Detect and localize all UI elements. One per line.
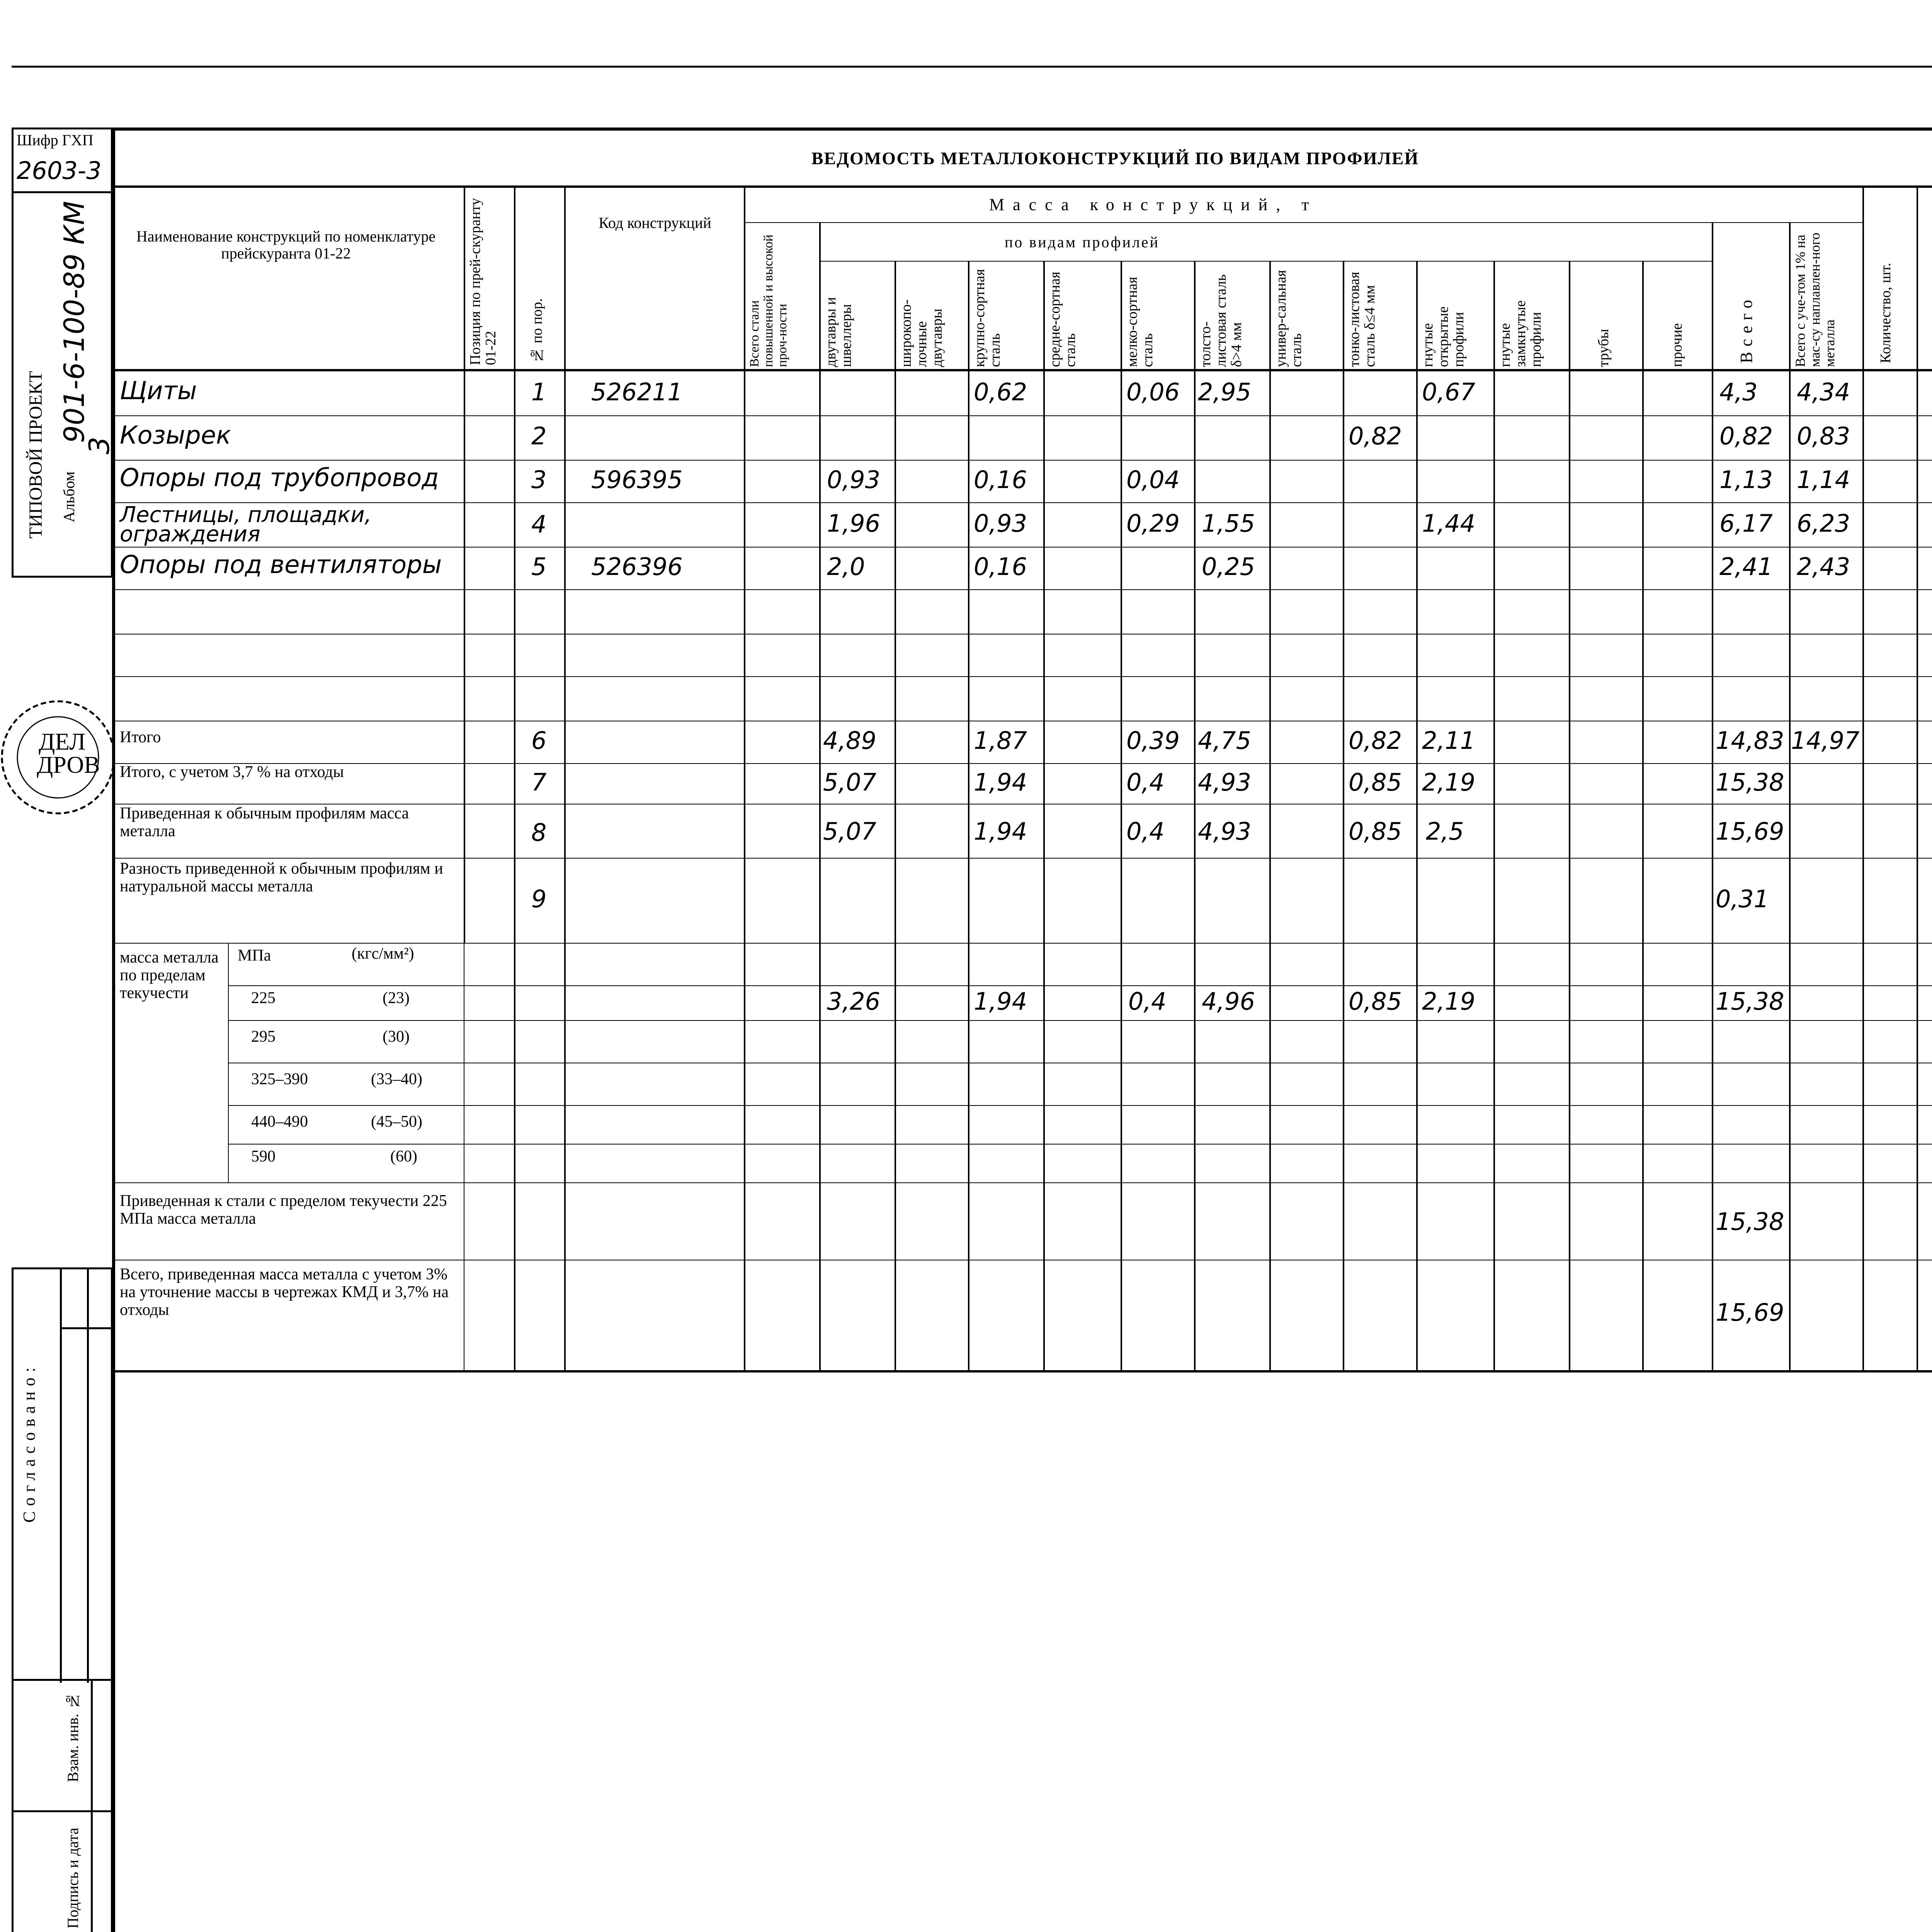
row-name: Козырек	[120, 421, 231, 450]
row-tolsto: 2,95	[1198, 378, 1252, 406]
summary-melko: 0,4	[1126, 768, 1165, 796]
header-name: Наименование конструкций по номенклатуре прейскуранта 01-22	[136, 228, 436, 262]
row-vsego: 1,13	[1719, 466, 1773, 494]
header-tonko: тонко-листовая сталь δ≤4 мм	[1346, 272, 1378, 367]
yield-unit-mpa: МПа	[238, 947, 271, 964]
header-tolsto: толсто-листовая сталь δ>4 мм	[1197, 274, 1245, 367]
row-name: Щиты	[120, 377, 197, 405]
yield-dvutavry: 3,26	[827, 987, 881, 1015]
approved-label: Согласовано:	[20, 1362, 39, 1523]
row-krupno: 0,62	[974, 378, 1027, 406]
row-vsego-weld: 0,83	[1797, 422, 1850, 450]
project-value: 901-6-100-89 КМ	[58, 201, 90, 443]
yield-melko: 0,4	[1128, 987, 1167, 1015]
yield-mpa: 225	[251, 989, 276, 1007]
header-kol: Количество, шт.	[1878, 263, 1894, 363]
row-krupno: 0,93	[974, 509, 1027, 537]
row-num: 3	[531, 466, 547, 494]
row-code: 526396	[591, 553, 683, 581]
yield-kgs: (45–50)	[371, 1113, 422, 1131]
header-wide-dvutavry: широкопо-лочные двутавры	[898, 299, 945, 367]
row-dvutavry: 0,93	[827, 466, 881, 494]
yield-tolsto: 4,96	[1202, 987, 1255, 1015]
summary-gnutye-open: 2,19	[1422, 768, 1476, 796]
row-tolsto: 0,25	[1202, 553, 1255, 581]
header-prochie: прочие	[1669, 323, 1685, 367]
summary-krupno: 1,87	[974, 726, 1027, 755]
row-dvutavry: 2,0	[827, 553, 865, 581]
summary-num: 7	[531, 768, 547, 796]
row-dvutavry: 1,96	[827, 509, 881, 537]
reduced-vsego: 15,38	[1716, 1208, 1784, 1236]
svg-text:ДРОВ: ДРОВ	[37, 752, 100, 778]
svg-text:ДЕЛ: ДЕЛ	[39, 729, 86, 755]
row-name: Лестницы, площадки,	[120, 502, 372, 527]
yield-kgs: (33–40)	[371, 1070, 422, 1088]
header-melko: мелко-сортная сталь	[1124, 277, 1156, 367]
title-block	[1700, 1824, 1932, 1932]
row-num: 2	[531, 422, 547, 450]
summary-melko: 0,39	[1126, 726, 1180, 755]
row-tolsto: 1,55	[1202, 509, 1255, 537]
total-vsego: 15,69	[1716, 1298, 1784, 1327]
row-vsego: 4,3	[1719, 378, 1758, 406]
yield-vsego: 15,38	[1716, 987, 1784, 1015]
header-dvutavry: двутавры и швеллеры	[823, 297, 854, 367]
summary-tolsto: 4,75	[1198, 726, 1252, 755]
inv-replace-label: Взам. инв. №	[64, 1692, 82, 1782]
row-vsego-weld: 4,34	[1797, 378, 1850, 406]
summary-label: Разность приведенной к обычным профилям и натуральной массы металла	[120, 860, 443, 895]
row-vsego: 2,41	[1719, 553, 1773, 581]
sign-date-label: Подпись и дата	[64, 1828, 82, 1929]
row-vsego: 0,82	[1719, 422, 1773, 450]
yield-krupno: 1,94	[974, 987, 1027, 1015]
yield-mpa: 295	[251, 1028, 276, 1046]
header-vsego: Всего	[1737, 294, 1756, 363]
summary-tonko: 0,85	[1349, 817, 1402, 845]
album-value: 3	[83, 437, 116, 454]
summary-vsego-weld: 14,97	[1791, 726, 1860, 755]
yield-kgs: (60)	[390, 1148, 417, 1165]
yield-kgs: (30)	[383, 1028, 410, 1046]
row-code: 596395	[591, 466, 683, 494]
page-title: ВЕДОМОСТЬ МЕТАЛЛОКОНСТРУКЦИЙ ПО ВИДАМ ПРОФИЛЕЙ	[811, 148, 1419, 168]
summary-dvutavry: 5,07	[823, 768, 877, 796]
summary-krupno: 1,94	[974, 817, 1027, 845]
summary-krupno: 1,94	[974, 768, 1027, 796]
code-value: 2603-3	[17, 156, 102, 185]
row-melko: 0,06	[1126, 378, 1180, 406]
header-position: Позиция по прей-скуранту 01-22	[467, 198, 499, 365]
yield-gnutye-open: 2,19	[1422, 987, 1476, 1015]
row-name: Опоры под трубопровод	[120, 464, 439, 492]
row-melko: 0,29	[1126, 509, 1180, 537]
header-gnutye-closed: гнутые замкнутые профили	[1497, 300, 1544, 367]
project-label: ТИПОВОЙ ПРОЕКТ	[26, 371, 46, 539]
header-vsego-weld: Всего с уче-том 1% на мас-су наплавлен-ного металла	[1793, 233, 1837, 367]
header-seria	[1922, 205, 1932, 239]
summary-vsego: 0,31	[1716, 885, 1769, 913]
yield-unit-kgs: (кгс/мм²)	[352, 945, 414, 963]
yield-mpa: 440–490	[251, 1113, 308, 1131]
row-num: 1	[531, 378, 547, 406]
summary-num: 9	[531, 885, 547, 913]
album-label: Альбом	[60, 471, 78, 522]
summary-dvutavry: 4,89	[823, 726, 877, 755]
row-krupno: 0,16	[974, 553, 1027, 581]
row-name: Опоры под вентиляторы	[120, 551, 442, 579]
summary-label: Приведенная к обычным профилям масса металла	[120, 804, 409, 840]
summary-gnutye-open: 2,5	[1426, 817, 1464, 845]
summary-label: Итого, с учетом 3,7 % на отходы	[120, 763, 344, 781]
yield-kgs: (23)	[383, 989, 410, 1007]
header-code: Код конструкций	[599, 214, 711, 231]
row-num: 5	[531, 553, 547, 581]
header-by-profile: по видам профилей	[1005, 233, 1160, 251]
summary-num: 6	[531, 726, 547, 755]
reduced-label: Приведенная к стали с пределом текучести 225 МПа масса металла	[120, 1192, 447, 1228]
row-vsego-weld: 6,23	[1797, 509, 1850, 537]
header-high-strength: Всего стали повышенной и высокой проч-ности	[747, 234, 789, 367]
summary-dvutavry: 5,07	[823, 817, 877, 845]
header-sredne: средне-сортная сталь	[1047, 271, 1078, 367]
row-tonko: 0,82	[1349, 422, 1402, 450]
row-vsego-weld: 1,14	[1797, 466, 1850, 494]
summary-label: Итого	[120, 728, 161, 746]
summary-melko: 0,4	[1126, 817, 1165, 845]
row-vsego: 6,17	[1719, 509, 1773, 537]
total-label: Всего, приведенная масса металла с учетом 3% на уточнение массы в чертежах КМД и 3,7% на отходы	[120, 1265, 449, 1319]
row-krupno: 0,16	[974, 466, 1027, 494]
row-melko: 0,04	[1126, 466, 1180, 494]
header-num: № по пор.	[529, 298, 545, 363]
summary-vsego: 15,38	[1716, 768, 1784, 796]
yield-tonko: 0,85	[1349, 987, 1402, 1015]
row-vsego-weld: 2,43	[1797, 553, 1850, 581]
row-gnutye-open: 0,67	[1422, 378, 1476, 406]
row-num: 4	[531, 510, 547, 538]
summary-vsego: 14,83	[1716, 726, 1784, 755]
summary-tolsto: 4,93	[1198, 817, 1252, 845]
row-gnutye-open: 1,44	[1422, 509, 1476, 537]
summary-num: 8	[531, 818, 547, 847]
header-universal: универ-сальная сталь	[1273, 270, 1304, 367]
code-label: Шифр ГХП	[17, 131, 94, 149]
row-name-cont: ограждения	[120, 522, 260, 547]
header-krupno: крупно-сортная сталь	[971, 269, 1003, 367]
header-truby: трубы	[1595, 329, 1612, 367]
summary-tonko: 0,85	[1349, 768, 1402, 796]
summary-vsego: 15,69	[1716, 817, 1784, 845]
yield-mpa: 590	[251, 1148, 276, 1165]
summary-gnutye-open: 2,11	[1422, 726, 1476, 755]
row-code: 526211	[591, 378, 683, 406]
summary-tonko: 0,82	[1349, 726, 1402, 755]
summary-tolsto: 4,93	[1198, 768, 1252, 796]
yield-label: масса металла по пределам текучести	[120, 949, 219, 1002]
header-mass-group: Масса конструкций, т	[989, 195, 1318, 214]
yield-mpa: 325–390	[251, 1070, 308, 1088]
header-gnutye-open: гнутые открытые профили	[1420, 306, 1467, 367]
